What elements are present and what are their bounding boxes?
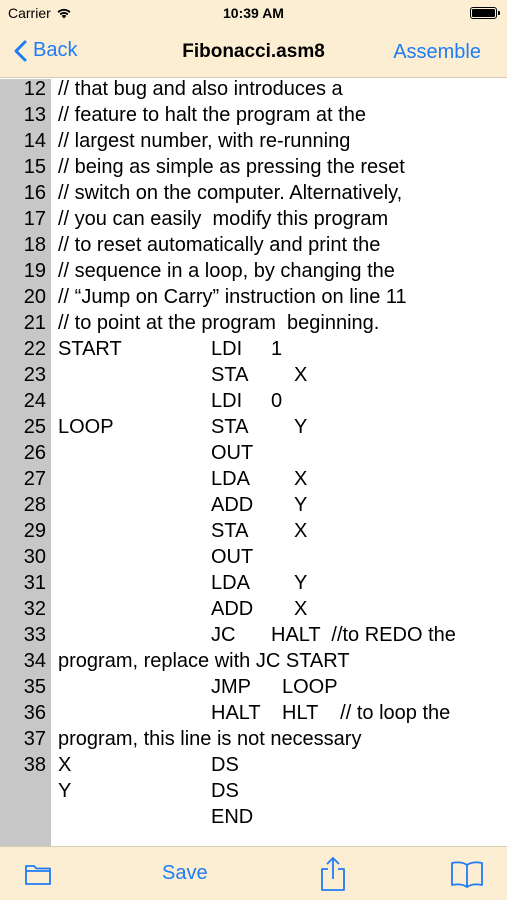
chevron-left-icon	[14, 40, 27, 62]
code-label: X	[58, 754, 72, 776]
back-label: Back	[33, 39, 78, 61]
code-line	[0, 804, 507, 830]
code-operand: Y	[294, 494, 308, 516]
code-label: LOOP	[58, 416, 114, 438]
line-number: 29	[23, 520, 46, 542]
line-number: 26	[23, 442, 46, 464]
code-opcode: END	[211, 806, 254, 828]
open-folder-button[interactable]	[24, 862, 52, 886]
line-number: 24	[23, 390, 46, 412]
code-operand: LOOP	[282, 676, 338, 698]
code-line	[0, 258, 507, 284]
line-number: 22	[23, 338, 46, 360]
line-number: 38	[23, 754, 46, 776]
line-number: 36	[23, 702, 46, 724]
code-line	[0, 232, 507, 258]
code-line	[0, 518, 507, 544]
line-number: 25	[23, 416, 46, 438]
bottom-toolbar	[0, 846, 507, 900]
line-number: 15	[23, 156, 46, 178]
line-number: 31	[23, 572, 46, 594]
code-operand: X	[294, 468, 308, 490]
code-operand: X	[294, 598, 308, 620]
code-line	[0, 778, 507, 804]
code-line	[0, 388, 507, 414]
line-number: 13	[23, 104, 46, 126]
line-number: 12	[23, 79, 46, 100]
line-text: // largest number, with re-running	[58, 130, 351, 152]
code-line	[0, 102, 507, 128]
code-operand: 1	[271, 338, 283, 360]
code-line	[0, 492, 507, 518]
code-opcode: STA	[211, 416, 249, 438]
line-number: 28	[23, 494, 46, 516]
code-opcode: DS	[211, 754, 239, 776]
line-number: 21	[23, 312, 46, 334]
line-text: // feature to halt the program at the	[58, 104, 366, 126]
code-line	[0, 336, 507, 362]
documentation-button[interactable]	[450, 860, 484, 888]
code-opcode: JC	[211, 624, 236, 646]
status-bar	[0, 0, 507, 28]
line-text: // to point at the program beginning.	[58, 312, 380, 334]
code-line	[0, 544, 507, 570]
line-number: 27	[23, 468, 46, 490]
code-line	[0, 180, 507, 206]
share-icon	[319, 856, 347, 892]
line-text: // that bug and also introduces a	[58, 79, 343, 100]
code-opcode: HALT	[211, 702, 261, 724]
line-number: 16	[23, 182, 46, 204]
code-opcode: LDI	[211, 338, 243, 360]
code-operand: Y	[294, 572, 308, 594]
line-number: 34	[23, 650, 46, 672]
code-operand: 0	[271, 390, 283, 412]
code-line	[0, 79, 507, 102]
line-number: 23	[23, 364, 46, 386]
code-operand: HALT //to REDO the	[271, 624, 456, 646]
code-line	[0, 570, 507, 596]
code-editor[interactable]	[0, 79, 507, 846]
code-line	[0, 154, 507, 180]
code-opcode: DS	[211, 780, 239, 802]
code-line	[0, 726, 507, 752]
code-line	[0, 440, 507, 466]
line-number: 17	[23, 208, 46, 230]
line-number: 30	[23, 546, 46, 568]
code-line	[0, 414, 507, 440]
back-button[interactable]	[14, 39, 77, 62]
code-operand: X	[294, 520, 308, 542]
line-text: // sequence in a loop, by changing the	[58, 260, 395, 282]
line-text: // being as simple as pressing the reset	[58, 156, 405, 178]
code-line	[0, 310, 507, 336]
code-line	[0, 206, 507, 232]
code-line	[0, 284, 507, 310]
code-operand: HLT // to loop the	[282, 702, 451, 724]
code-opcode: LDA	[211, 572, 250, 594]
line-number: 35	[23, 676, 46, 698]
code-opcode: LDI	[211, 390, 243, 412]
navigation-bar	[0, 28, 507, 78]
code-line	[0, 752, 507, 778]
carrier-label: Carrier	[8, 5, 51, 21]
line-text: program, replace with JC START	[58, 650, 350, 672]
code-line	[0, 596, 507, 622]
code-opcode: JMP	[211, 676, 251, 698]
line-number: 18	[23, 234, 46, 256]
line-number: 20	[23, 286, 46, 308]
code-operand: X	[294, 364, 308, 386]
line-number: 33	[23, 624, 46, 646]
line-text: program, this line is not necessary	[58, 728, 362, 750]
code-opcode: OUT	[211, 442, 254, 464]
book-icon	[450, 860, 484, 888]
file-title: Fibonacci.asm8	[182, 41, 325, 62]
line-number: 37	[23, 728, 46, 750]
line-text: // you can easily modify this program	[58, 208, 389, 230]
line-number: 14	[23, 130, 46, 152]
code-opcode: STA	[211, 364, 249, 386]
share-button[interactable]	[319, 856, 347, 892]
code-line	[0, 466, 507, 492]
code-label: Y	[58, 780, 72, 802]
save-button[interactable]: Save	[162, 862, 208, 884]
code-opcode: ADD	[211, 494, 254, 516]
code-line	[0, 648, 507, 674]
code-line	[0, 128, 507, 154]
code-opcode: LDA	[211, 468, 250, 490]
code-line	[0, 674, 507, 700]
line-number: 32	[23, 598, 46, 620]
code-line	[0, 362, 507, 388]
code-line	[0, 700, 507, 726]
line-text: // switch on the computer. Alternatively,	[58, 182, 403, 204]
line-text: // to reset automatically and print the	[58, 234, 381, 256]
code-opcode: STA	[211, 520, 249, 542]
assemble-button[interactable]: Assemble	[393, 41, 481, 63]
code-opcode: OUT	[211, 546, 254, 568]
code-opcode: ADD	[211, 598, 254, 620]
line-text: // “Jump on Carry” instruction on line 11	[58, 286, 407, 308]
code-label: START	[58, 338, 122, 360]
status-time: 10:39 AM	[223, 5, 284, 21]
line-number: 19	[23, 260, 46, 282]
folder-icon	[24, 862, 52, 886]
code-operand: Y	[294, 416, 308, 438]
battery-icon	[470, 7, 497, 19]
code-line	[0, 622, 507, 648]
